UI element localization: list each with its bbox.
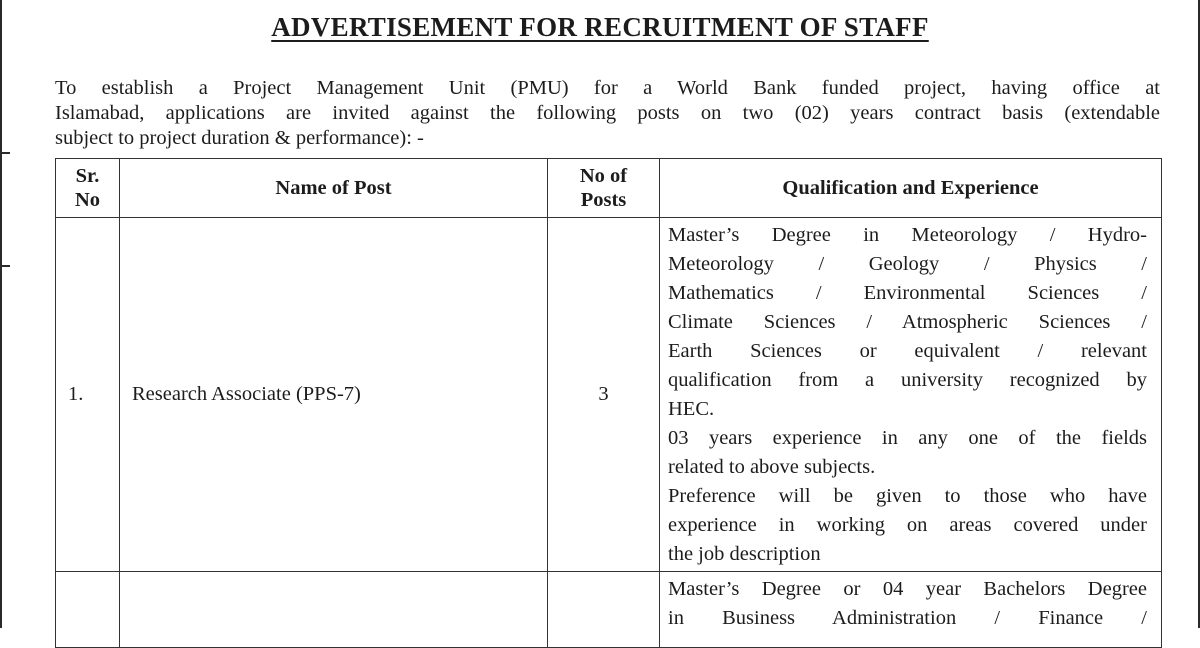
title-text: ADVERTISEMENT FOR RECRUITMENT OF STAFF	[271, 12, 929, 42]
intro-line: Islamabad, applications are invited against the following posts on two (02) years contract basis (extendable	[55, 102, 1160, 124]
header-name-of-post: Name of Post	[120, 159, 548, 218]
qualification-line: the job description	[668, 543, 821, 565]
row-qualification	[660, 218, 1162, 572]
qualification-line: Preference will be given to those who have	[668, 485, 1147, 507]
header-no-of-posts-line2: Posts	[580, 189, 627, 211]
row-post-name	[120, 572, 548, 648]
qualification-line: Master’s Degree or 04 year Bachelors Degree	[668, 578, 1147, 600]
header-sr-no-line2: No	[74, 189, 101, 211]
header-qualification: Qualification and Experience	[660, 159, 1162, 218]
table-row	[56, 218, 1162, 572]
row-sr-no	[56, 572, 120, 648]
header-no-of-posts-line1: No of	[579, 165, 628, 187]
frame-notch	[0, 265, 10, 267]
intro-line: subject to project duration & performance): -	[55, 127, 424, 149]
header-no-of-posts	[548, 159, 660, 218]
qualification-line: 03 years experience in any one of the fields	[668, 427, 1147, 449]
table-header-row	[56, 159, 1162, 218]
table-row	[56, 572, 1162, 648]
advertisement-title	[0, 12, 1200, 43]
row-post-count: 3	[548, 218, 660, 572]
qualification-line: HEC.	[668, 398, 715, 420]
qualification-line: Meteorology / Geology / Physics /	[668, 253, 1147, 275]
row-post-count	[548, 572, 660, 648]
row-sr-no: 1.	[56, 218, 120, 572]
row-post-name: Research Associate (PPS-7)	[120, 218, 548, 572]
qualification-line: experience in working on areas covered under	[668, 514, 1147, 536]
qualification-line: Climate Sciences / Atmospheric Sciences /	[668, 311, 1147, 333]
frame-notch	[0, 152, 10, 154]
header-sr-no-line1: Sr.	[75, 165, 100, 187]
qualification-line: Mathematics / Environmental Sciences /	[668, 282, 1147, 304]
qualification-line: in Business Administration / Finance /	[668, 607, 1147, 629]
qualification-line: Earth Sciences or equivalent / relevant	[668, 340, 1147, 362]
page-frame-left	[0, 0, 2, 628]
qualification-line: related to above subjects.	[668, 456, 876, 478]
posts-table	[55, 158, 1162, 648]
row-qualification	[660, 572, 1162, 648]
intro-line: To establish a Project Management Unit (PMU) for a World Bank funded project, having office at	[55, 77, 1160, 99]
qualification-line: qualification from a university recognized by	[668, 369, 1147, 391]
qualification-line: Master’s Degree in Meteorology / Hydro-	[668, 224, 1147, 246]
intro-paragraph	[55, 76, 1160, 151]
header-sr-no	[56, 159, 120, 218]
